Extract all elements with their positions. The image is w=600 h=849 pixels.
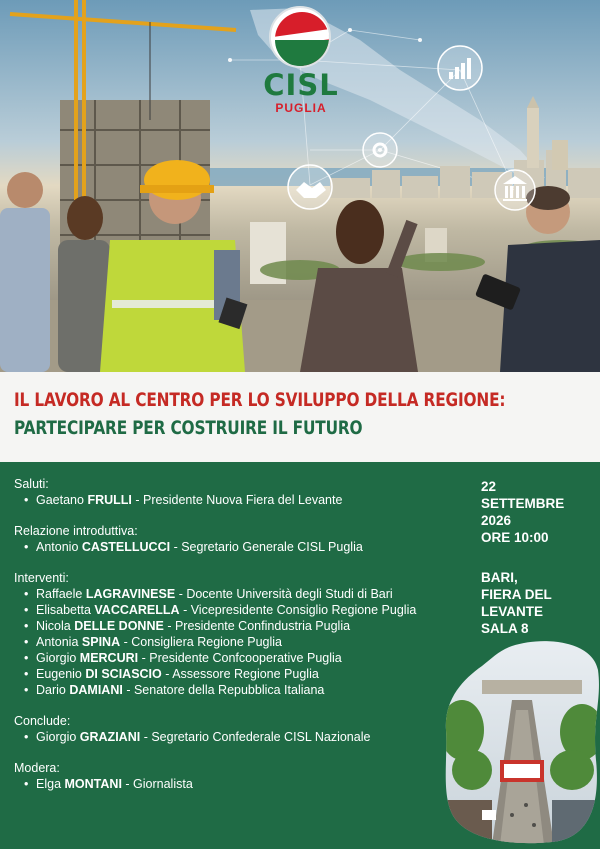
section-modera (14, 760, 454, 792)
speaker-list (24, 539, 454, 555)
speaker-item: • Giorgio MERCURI - Presidente Confcooperative Puglia (24, 650, 454, 666)
event-month: SETTEMBRE (481, 496, 565, 511)
speaker-item: • Elga MONTANI - Giornalista (24, 776, 454, 792)
section-label: Saluti: (14, 477, 49, 491)
event-year: 2026 (481, 513, 512, 528)
event-venue-line1: FIERA DEL (481, 587, 552, 602)
page-title-line2: PARTECIPARE PER COSTRUIRE IL FUTURO (14, 418, 363, 439)
speaker-item: • Antonio CASTELLUCCI - Segretario Generale CISL Puglia (24, 539, 454, 555)
event-room: SALA 8 (481, 621, 529, 636)
cisl-logo-mark (269, 6, 331, 68)
program (14, 476, 454, 807)
section-relazione (14, 523, 454, 555)
speaker-item: • Giorgio GRAZIANI - Segretario Confederale CISL Nazionale (24, 729, 454, 745)
section-label: Interventi: (14, 571, 69, 585)
section-label: Relazione introduttiva: (14, 524, 138, 538)
gear-icon (363, 133, 397, 167)
speaker-item: • Raffaele LAGRAVINESE - Docente Università degli Studi di Bari (24, 586, 454, 602)
event-city: BARI, (481, 570, 518, 585)
speaker-item: • Nicola DELLE DONNE - Presidente Confindustria Puglia (24, 618, 454, 634)
page-title-line1: IL LAVORO AL CENTRO PER LO SVILUPPO DELLA REGIONE: (14, 390, 506, 411)
event-time: ORE 10:00 (481, 530, 549, 545)
event-venue-line2: LEVANTE (481, 604, 544, 619)
speaker-item: • Gaetano FRULLI - Presidente Nuova Fiera del Levante (24, 492, 454, 508)
speaker-list (24, 492, 454, 508)
logo-region: PUGLIA (275, 101, 327, 115)
event-info (481, 478, 591, 637)
section-label: Conclude: (14, 714, 71, 728)
speaker-list (24, 586, 454, 698)
handshake-icon (288, 165, 332, 209)
section-saluti (14, 476, 454, 508)
event-day: 22 (481, 479, 497, 494)
logo-name: CISL (263, 68, 339, 102)
speaker-item: • Eugenio DI SCIASCIO - Assessore Regione Puglia (24, 666, 454, 682)
speaker-list (24, 729, 454, 745)
title-band (0, 372, 600, 462)
venue-photo (442, 640, 600, 845)
section-interventi (14, 570, 454, 698)
hero-image (0, 0, 600, 372)
speaker-list (24, 776, 454, 792)
speaker-item: • Dario DAMIANI - Senatore della Repubblica Italiana (24, 682, 454, 698)
section-label: Modera: (14, 761, 60, 775)
institution-icon (495, 170, 535, 210)
section-conclude (14, 713, 454, 745)
cisl-logo (256, 6, 346, 118)
speaker-item: • Elisabetta VACCARELLA - Vicepresidente Consiglio Regione Puglia (24, 602, 454, 618)
chart-icon (438, 46, 482, 90)
speaker-item: • Antonia SPINA - Consigliera Regione Puglia (24, 634, 454, 650)
